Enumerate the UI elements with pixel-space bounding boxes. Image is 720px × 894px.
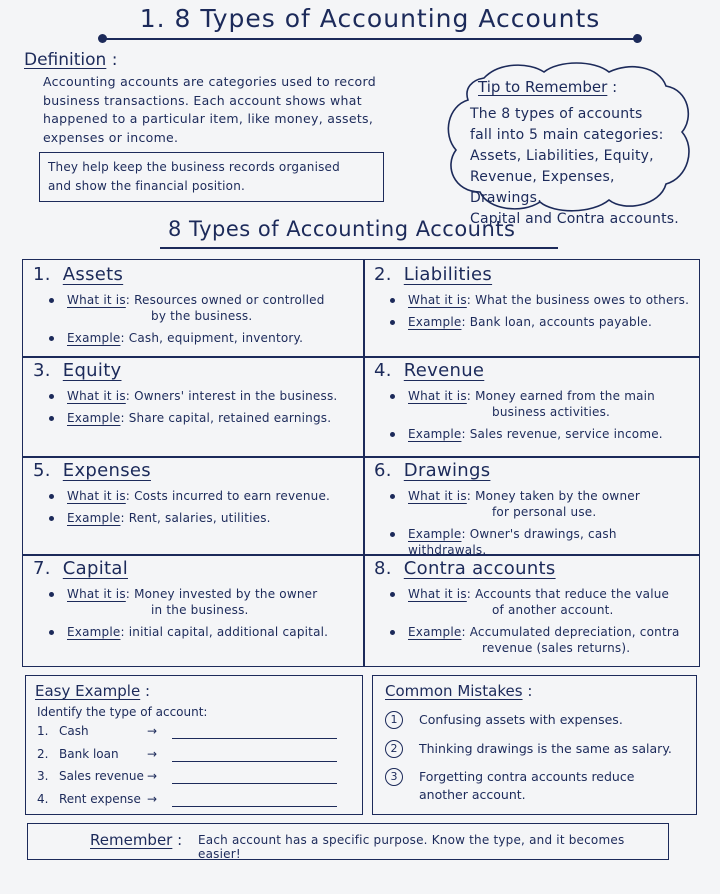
label-colon: : (120, 411, 125, 425)
account-cell-revenue (364, 356, 700, 456)
title-block (96, 4, 644, 42)
example-text: Owner's drawings, cash withdrawals. (408, 527, 617, 557)
label-colon: : (125, 489, 131, 503)
example-label: Example (67, 411, 121, 425)
mistake-line: Thinking drawings is the same as salary. (419, 741, 672, 756)
account-details (386, 292, 696, 336)
account-details (386, 388, 696, 448)
remember-box (27, 823, 669, 860)
easy-example-row (37, 769, 357, 787)
example-text: Accumulated depreciation, contra (469, 625, 680, 639)
row-term: Cash (59, 724, 89, 738)
title-dot-left (98, 34, 107, 43)
account-name: Equity (62, 360, 122, 381)
definition-colon: : (111, 50, 118, 70)
account-name: Expenses (62, 460, 151, 481)
tip-line: The 8 types of accounts (470, 106, 643, 122)
title-dot-right (633, 34, 642, 43)
answer-blank[interactable] (172, 738, 337, 739)
definition-note-box (39, 152, 384, 202)
easy-example-instruction: Identify the type of account: (37, 705, 208, 719)
what-it-is-item (45, 586, 357, 618)
number-circle-icon: 2 (385, 740, 403, 758)
row-term: Sales revenue (59, 769, 144, 783)
mistake-text (419, 711, 689, 729)
account-title (33, 264, 123, 285)
account-details (386, 586, 696, 662)
label-colon: : (466, 489, 472, 503)
what-it-is-item (386, 292, 696, 308)
easy-example-label: Easy Example (35, 682, 141, 700)
what-it-is-label: What it is (67, 587, 126, 601)
accounts-grid (22, 259, 700, 667)
account-details (45, 292, 357, 352)
account-details (45, 488, 357, 532)
account-title (374, 558, 556, 579)
account-cell-capital (23, 554, 363, 666)
easy-example-box (25, 675, 363, 815)
common-mistakes-label: Common Mistakes (385, 682, 523, 700)
label-colon: : (461, 315, 466, 329)
mistake-text (419, 768, 689, 804)
remember-heading (90, 831, 182, 849)
example-text: Bank loan, accounts payable. (469, 315, 653, 329)
remember-colon: : (177, 831, 183, 849)
what-it-is-text: Money taken by the owner (475, 489, 640, 503)
what-it-is-text: What the business owes to others. (475, 293, 690, 307)
account-details (45, 388, 357, 432)
example-label: Example (408, 527, 462, 541)
row-number: 2. (37, 747, 49, 761)
account-title (33, 558, 128, 579)
what-it-is-text: in the business. (151, 603, 249, 617)
tip-text (470, 104, 690, 230)
account-name: Assets (62, 264, 124, 285)
account-title (33, 360, 122, 381)
account-cell-contra-accounts (364, 554, 700, 666)
label-colon: : (461, 625, 466, 639)
answer-blank[interactable] (172, 806, 337, 807)
account-cell-liabilities (364, 260, 700, 356)
title-underline (104, 38, 636, 40)
what-it-is-text: for personal use. (492, 505, 597, 519)
account-number: 5. (33, 460, 51, 481)
arrow-right-icon: → (147, 724, 158, 738)
remember-label: Remember (90, 831, 173, 849)
what-it-is-text: by the business. (151, 309, 253, 323)
common-mistakes-colon: : (527, 682, 533, 700)
what-it-is-text: of another account. (492, 603, 614, 617)
account-title (33, 460, 151, 481)
section-heading: 8 Types of Accounting Accounts (168, 217, 516, 241)
account-name: Liabilities (403, 264, 493, 285)
what-it-is-text: Accounts that reduce the value (475, 587, 670, 601)
example-item (386, 314, 696, 330)
what-it-is-label: What it is (67, 489, 126, 503)
easy-example-row (37, 724, 357, 742)
example-text: Share capital, retained earnings. (128, 411, 332, 425)
tip-heading (478, 78, 617, 96)
definition-note-line: They help keep the business records organised (48, 160, 340, 174)
page-title: 1. 8 Types of Accounting Accounts (139, 4, 601, 33)
answer-blank[interactable] (172, 761, 337, 762)
row-term: Bank loan (59, 747, 119, 761)
account-cell-expenses (23, 456, 363, 554)
label-colon: : (125, 389, 131, 403)
label-colon: : (466, 389, 472, 403)
account-number: 6. (374, 460, 392, 481)
easy-example-heading (35, 682, 150, 700)
mistake-line: Confusing assets with expenses. (419, 712, 623, 727)
account-name: Drawings (403, 460, 491, 481)
account-name: Capital (62, 558, 128, 579)
what-it-is-item (45, 488, 357, 504)
number-circle-icon: 1 (385, 711, 403, 729)
example-item (45, 510, 357, 526)
label-colon: : (120, 331, 125, 345)
row-term: Rent expense (59, 792, 141, 806)
tip-line: Revenue, Expenses, Drawings, (470, 169, 615, 206)
what-it-is-label: What it is (67, 389, 126, 403)
tip-line: Assets, Liabilities, Equity, (470, 148, 654, 164)
what-it-is-item (45, 292, 357, 324)
what-it-is-text: Owners' interest in the business. (134, 389, 338, 403)
what-it-is-text: Resources owned or controlled (134, 293, 325, 307)
section-underline (160, 247, 558, 249)
what-it-is-label: What it is (408, 389, 467, 403)
account-title (374, 264, 492, 285)
answer-blank[interactable] (172, 783, 337, 784)
what-it-is-item (386, 586, 696, 618)
account-number: 2. (374, 264, 392, 285)
what-it-is-text: Costs incurred to earn revenue. (134, 489, 331, 503)
what-it-is-label: What it is (408, 587, 467, 601)
tip-cloud (444, 60, 694, 227)
definition-line: business transactions. Each account shows what (43, 92, 362, 108)
definition-heading (24, 50, 117, 70)
account-title (374, 360, 484, 381)
what-it-is-item (386, 488, 696, 520)
example-item (386, 426, 696, 442)
example-text: revenue (sales returns). (482, 641, 631, 655)
common-mistakes-heading (385, 682, 532, 700)
example-item (45, 624, 357, 640)
account-title (374, 460, 490, 481)
definition-line: Accounting accounts are categories used to record (43, 74, 376, 89)
example-text: Cash, equipment, inventory. (128, 331, 304, 345)
example-item (386, 624, 696, 656)
easy-example-row (37, 792, 357, 810)
row-number: 1. (37, 724, 49, 738)
label-colon: : (125, 587, 131, 601)
tip-colon: : (612, 78, 618, 96)
example-text: Sales revenue, service income. (469, 427, 663, 441)
example-label: Example (67, 331, 121, 345)
mistake-text (419, 740, 689, 758)
example-item (45, 330, 357, 346)
mistake-line: another account. (419, 787, 526, 802)
account-cell-equity (23, 356, 363, 456)
arrow-right-icon: → (147, 747, 158, 761)
what-it-is-text: Money invested by the owner (134, 587, 318, 601)
common-mistakes-box (372, 675, 697, 815)
label-colon: : (120, 625, 125, 639)
easy-example-colon: : (145, 682, 151, 700)
account-number: 8. (374, 558, 392, 579)
label-colon: : (120, 511, 125, 525)
definition-note-line: and show the financial position. (48, 179, 246, 193)
definition-line: expenses or income. (43, 129, 179, 145)
remember-text: Each account has a specific purpose. Know the type, and it becomes easier! (198, 833, 625, 861)
label-colon: : (461, 527, 466, 541)
label-colon: : (461, 427, 466, 441)
what-it-is-item (386, 388, 696, 420)
definition-text (43, 73, 423, 147)
what-it-is-label: What it is (408, 293, 467, 307)
account-number: 4. (374, 360, 392, 381)
example-item (45, 410, 357, 426)
arrow-right-icon: → (147, 769, 158, 783)
label-colon: : (466, 587, 472, 601)
account-name: Contra accounts (403, 558, 556, 579)
what-it-is-text: Money earned from the main (475, 389, 655, 403)
example-text: Rent, salaries, utilities. (128, 511, 271, 525)
account-details (45, 586, 357, 646)
account-cell-assets (23, 260, 363, 356)
example-text: initial capital, additional capital. (128, 625, 329, 639)
example-label: Example (67, 625, 121, 639)
account-details (386, 488, 696, 564)
tip-line: Capital and Contra accounts. (470, 211, 679, 227)
account-cell-drawings (364, 456, 700, 557)
account-name: Revenue (403, 360, 485, 381)
tip-line: fall into 5 main categories: (470, 127, 664, 143)
what-it-is-label: What it is (67, 293, 126, 307)
number-circle-icon: 3 (385, 768, 403, 786)
example-label: Example (408, 625, 462, 639)
label-colon: : (466, 293, 472, 307)
example-label: Example (408, 315, 462, 329)
example-label: Example (408, 427, 462, 441)
definition-line: happened to a particular item, like money, assets, (43, 111, 374, 126)
example-label: Example (67, 511, 121, 525)
what-it-is-text: business activities. (492, 405, 611, 419)
account-number: 1. (33, 264, 51, 285)
row-number: 4. (37, 792, 49, 806)
easy-example-row (37, 747, 357, 765)
label-colon: : (125, 293, 131, 307)
tip-label: Tip to Remember (478, 78, 608, 96)
arrow-right-icon: → (147, 792, 158, 806)
definition-label: Definition (24, 50, 107, 70)
mistake-line: Forgetting contra accounts reduce (419, 769, 635, 784)
what-it-is-label: What it is (408, 489, 467, 503)
account-number: 3. (33, 360, 51, 381)
account-number: 7. (33, 558, 51, 579)
what-it-is-item (45, 388, 357, 404)
row-number: 3. (37, 769, 49, 783)
